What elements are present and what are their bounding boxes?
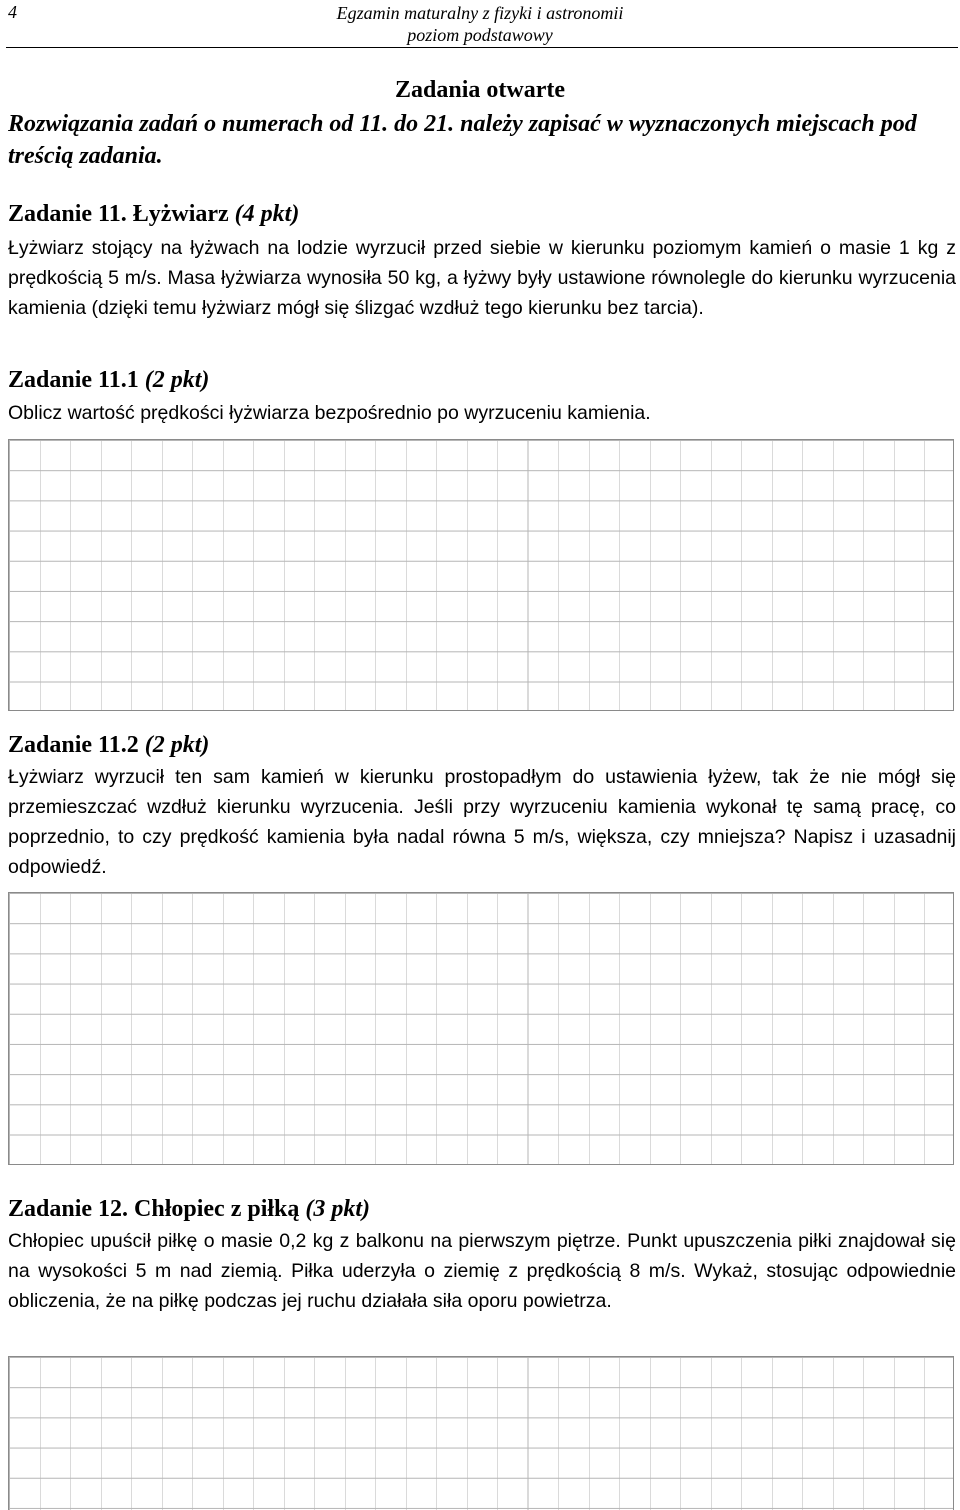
task-12-points: (3 pkt) bbox=[305, 1196, 371, 1222]
task-12-body: Chłopiec upuścił piłkę o masie 0,2 kg z balkonu na pierwszym piętrze. Punkt upuszczenia piłki znajdował się na wysokości 5 m nad ziemią. Piłka uderzyła o ziemię z prędkością 8 m/s. Wykaż, stosując odpowiednie obliczenia, że na piłkę podczas jej ruchu działała siła oporu powietrza. bbox=[8, 1230, 956, 1312]
task-11-2-title: Zadanie 11.2 bbox=[8, 732, 145, 758]
answer-grid-11-1[interactable] bbox=[8, 439, 954, 711]
task-11-2-points: (2 pkt) bbox=[144, 732, 210, 758]
task-12-title: Zadanie 12. Chłopiec z piłką bbox=[8, 1196, 306, 1222]
task-11-1-points: (2 pkt) bbox=[144, 367, 210, 393]
task-11-1-heading bbox=[8, 365, 956, 395]
section-instructions: Rozwiązania zadań o numerach od 11. do 21. należy zapisać w wyznaczonych miejscach pod treścią zadania. bbox=[8, 111, 917, 169]
task-11-heading bbox=[8, 199, 956, 229]
task-11-points: (4 pkt) bbox=[234, 201, 300, 227]
task-11-1-title: Zadanie 11.1 bbox=[8, 367, 145, 393]
page-number: 4 bbox=[8, 2, 17, 22]
header-title: Egzamin maturalny z fizyki i astronomii bbox=[336, 3, 624, 23]
task-11-2-body: Łyżwiarz wyrzucił ten sam kamień w kierunku prostopadłym do ustawienia łyżew, tak że nie mógł się przemieszczać wzdłuż kierunku wyrzucenia. Jeśli przy wyrzuceniu kamienia wykonał tę samą pracę, co poprzednio, to czy prędkość kamienia była nadal równa 5 m/s, większa, czy mniejsza? Napisz i uzasadnij odpowiedź. bbox=[8, 766, 956, 878]
answer-grid-11-2[interactable] bbox=[8, 892, 954, 1165]
task-11-body: Łyżwiarz stojący na łyżwach na lodzie wyrzucił przed siebie w kierunku poziomym kamień o masie 1 kg z prędkością 5 m/s. Masa łyżwiarza wynosiła 50 kg, a łyżwy były ustawione równolegle do kierunku wyrzucenia kamienia (dzięki temu łyżwiarz mógł się ślizgać wzdłuż tego kierunku bez tarcia). bbox=[8, 237, 956, 319]
answer-grid-12[interactable] bbox=[8, 1356, 954, 1510]
task-11-2-heading bbox=[8, 730, 956, 760]
task-11-1-body: Oblicz wartość prędkości łyżwiarza bezpośrednio po wyrzuceniu kamienia. bbox=[8, 402, 651, 424]
task-12-heading bbox=[8, 1194, 956, 1224]
header-subtitle: poziom podstawowy bbox=[407, 25, 553, 45]
task-11-title: Zadanie 11. Łyżwiarz bbox=[8, 201, 235, 227]
header-divider bbox=[6, 47, 958, 48]
section-heading: Zadania otwarte bbox=[395, 77, 565, 103]
